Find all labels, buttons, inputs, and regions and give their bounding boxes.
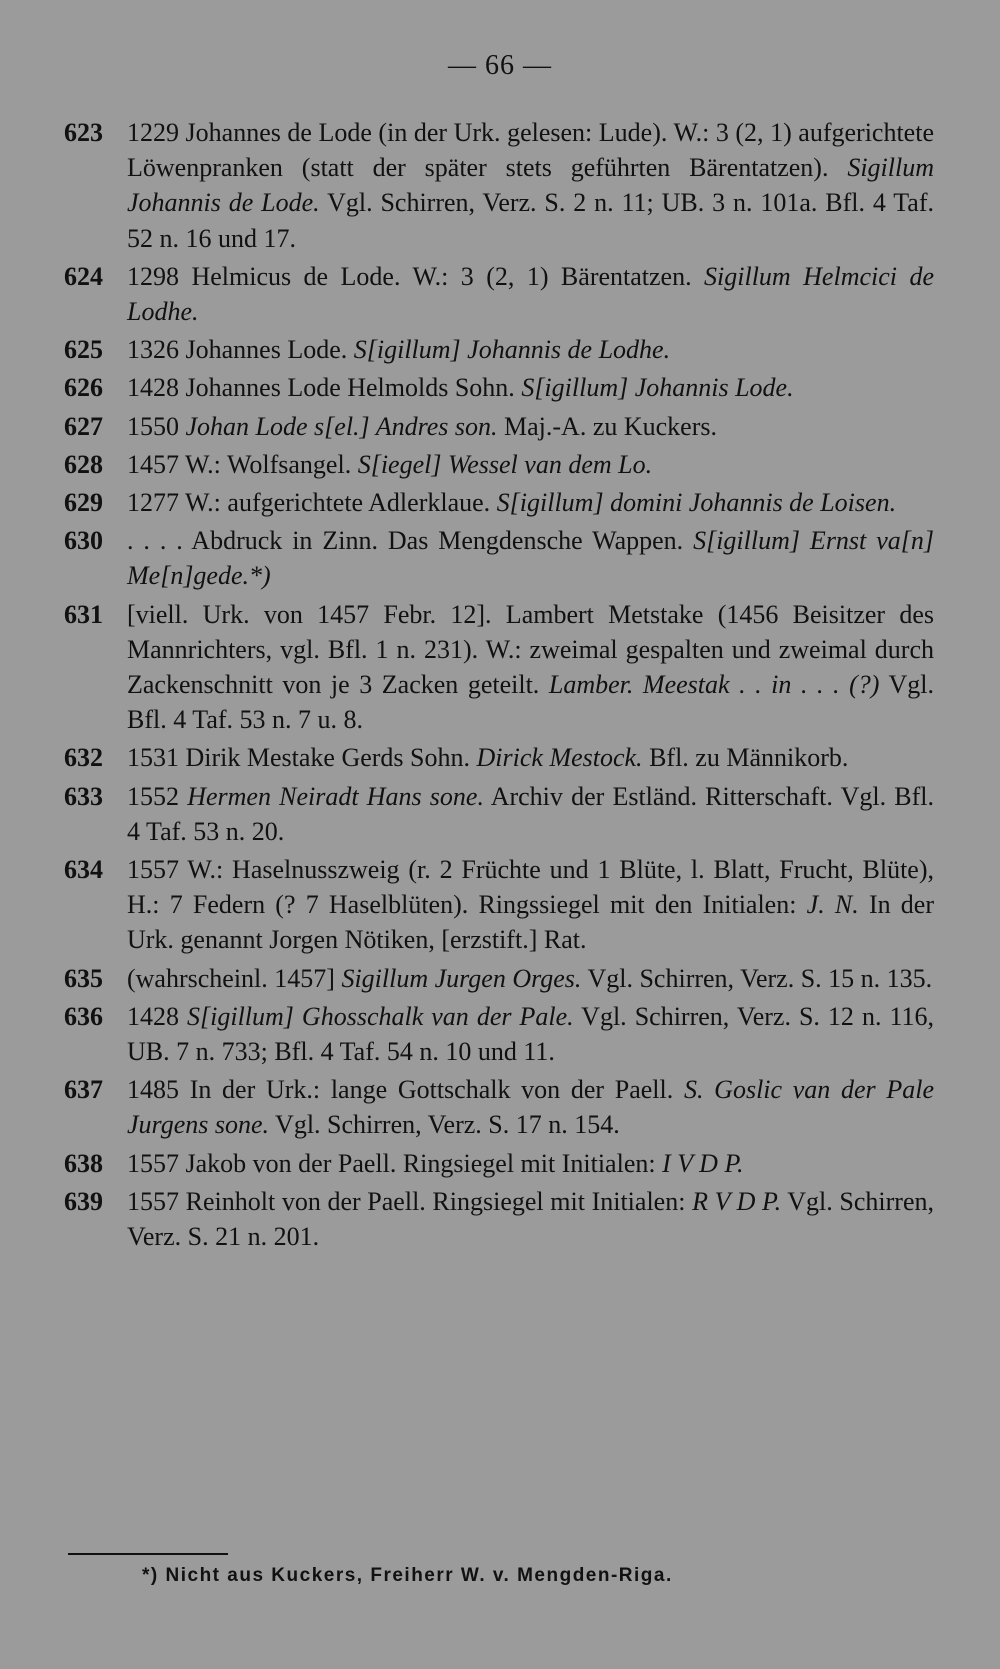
seal-inscription: I V D P.	[662, 1148, 744, 1178]
entry-text-segment: In der Urk. genannt Jorgen Nötiken, [erzstift.] Rat.	[127, 890, 935, 955]
list-item	[64, 259, 934, 329]
entry-text	[127, 488, 896, 517]
entry-text-segment: 1457 W.: Wolfsangel.	[127, 449, 358, 479]
entry-text-segment: Vgl. Bfl. 4 Taf. 53 n. 7 u. 8.	[127, 670, 934, 735]
entry-number: 626	[64, 373, 103, 403]
entry-number: 633	[64, 781, 103, 811]
list-item	[64, 740, 934, 775]
entry-text	[127, 1075, 934, 1139]
entry-text	[127, 964, 932, 993]
list-item	[64, 852, 934, 958]
entry-text-segment: 1229 Johannes de Lode (in der Urk. gelesen: Lude). W.: 3 (2, 1) aufgerichtete Löwenpranken (statt der später stets geführten Bärentatzen).	[127, 118, 934, 183]
entry-text-segment: 1550	[127, 411, 186, 441]
seal-inscription: S[igillum] Johannis Lode.	[521, 373, 794, 403]
entry-text-segment: 1557 Reinholt von der Paell. Ringsiegel mit Initialen:	[127, 1186, 693, 1216]
entry-text-segment: Vgl. Schirren, Verz. S. 17 n. 154.	[269, 1110, 620, 1140]
seal-inscription: S[igillum] Ernst va[n] Me[n]gede.*)	[127, 526, 934, 591]
entry-text-segment: 1428 Johannes Lode Helmolds Sohn.	[127, 373, 522, 403]
footnote-divider	[68, 1553, 228, 1555]
entry-text-segment: 1326 Johannes Lode.	[127, 335, 354, 365]
entry-text-segment: 1531 Dirik Mestake Gerds Sohn.	[127, 743, 477, 773]
entry-text-segment: Bfl. zu Männikorb.	[642, 743, 849, 773]
seal-inscription: Dirick Mestock.	[476, 743, 643, 773]
entry-text	[127, 335, 670, 364]
seal-inscription: J. N.	[806, 890, 859, 920]
entry-text	[127, 262, 934, 326]
entry-text	[127, 743, 848, 772]
entry-text-segment: 1428	[127, 1001, 188, 1031]
entry-text	[127, 526, 934, 590]
footnote: *) Nicht aus Kuckers, Freiherr W. v. Mengden-Riga.	[142, 1565, 673, 1586]
entry-number: 638	[64, 1148, 103, 1178]
entry-text	[127, 450, 652, 479]
entry-number: 624	[64, 261, 103, 291]
seal-inscription: S[igillum] Ghosschalk van der Pale.	[187, 1001, 574, 1031]
entry-number: 629	[64, 488, 103, 518]
seal-inscription: Sigillum Jurgen Orges.	[341, 963, 582, 993]
page-number: — 66 —	[448, 50, 552, 81]
entry-text	[127, 600, 934, 735]
seal-inscription: Sigillum Helmcici de Lodhe.	[127, 261, 934, 327]
seal-inscription: S[igillum] Johannis de Lodhe.	[353, 335, 671, 365]
entry-text-segment: (wahrscheinl. 1457]	[127, 963, 342, 993]
seal-inscription: R V D P.	[692, 1186, 782, 1216]
entry-number: 631	[64, 599, 103, 629]
entry-text-segment: 1277 W.: aufgerichtete Adlerklaue.	[127, 488, 497, 518]
entry-list	[64, 115, 934, 1257]
entry-number: 639	[64, 1186, 103, 1216]
entry-number: 632	[64, 743, 103, 773]
list-item	[64, 332, 934, 367]
list-item	[64, 999, 934, 1069]
list-item	[64, 447, 934, 482]
entry-text	[127, 1002, 934, 1066]
entry-number: 627	[64, 411, 103, 441]
entry-text	[127, 373, 794, 402]
entry-text	[127, 782, 934, 846]
entry-number: 637	[64, 1075, 103, 1105]
entry-text-segment: 1552	[127, 781, 188, 811]
entry-number: 630	[64, 526, 103, 556]
list-item	[64, 409, 934, 444]
list-item	[64, 1146, 934, 1181]
entry-text-segment: . . . . Abdruck in Zinn. Das Mengdensche Wappen.	[127, 526, 694, 556]
entry-text	[127, 118, 934, 253]
list-item	[64, 370, 934, 405]
seal-inscription: Hermen Neiradt Hans sone.	[187, 781, 484, 811]
list-item	[64, 597, 934, 738]
seal-inscription: Lamber. Meestak . . in . . . (?)	[548, 670, 880, 700]
entry-text	[127, 855, 934, 954]
list-item	[64, 523, 934, 593]
entry-text	[127, 1187, 934, 1251]
seal-inscription: Johan Lode s[el.] Andres son.	[185, 411, 498, 441]
entry-text-segment: Vgl. Schirren, Verz. S. 15 n. 135.	[581, 963, 933, 993]
seal-inscription: S[iegel] Wessel van dem Lo.	[357, 449, 653, 479]
seal-inscription: S. Goslic van der Pale Jurgens sone.	[127, 1075, 934, 1140]
entry-text-segment: [viell. Urk. von 1457 Febr. 12]. Lambert Metstake (1456 Beisitzer des Mannrichters, vgl. Bfl. 1 n. 231). W.: zweimal gespalten und zweimal durch Zackenschnitt von je 3 Zacken geteilt.	[127, 599, 934, 700]
entry-number: 635	[64, 963, 103, 993]
entry-text-segment: Vgl. Schirren, Verz. S. 2 n. 11; UB. 3 n. 101a. Bfl. 4 Taf. 52 n. 16 und 17.	[127, 188, 935, 253]
seal-inscription: S[igillum] domini Johannis de Loisen.	[496, 488, 897, 518]
list-item	[64, 1184, 934, 1254]
entry-text-segment: Vgl. Schirren, Verz. S. 12 n. 116, UB. 7 n. 733; Bfl. 4 Taf. 54 n. 10 und 11.	[127, 1001, 934, 1067]
entry-number: 623	[64, 118, 103, 147]
entry-number: 636	[64, 1001, 103, 1031]
entry-text	[127, 1149, 743, 1178]
entry-text-segment: 1557 Jakob von der Paell. Ringsiegel mit Initialen:	[127, 1148, 663, 1178]
entry-text-segment: Maj.-A. zu Kuckers.	[497, 411, 717, 441]
entry-text-segment: 1557 W.: Haselnusszweig (r. 2 Früchte und 1 Blüte, l. Blatt, Frucht, Blüte), H.: 7 Federn (? 7 Haselblüten). Ringssiegel mit den Initialen:	[127, 855, 934, 920]
entry-text-segment: 1298 Helmicus de Lode. W.: 3 (2, 1) Bärentatzen.	[127, 261, 705, 291]
seal-inscription: Sigillum Johannis de Lode.	[127, 153, 934, 218]
entry-number: 628	[64, 449, 103, 479]
entry-text	[127, 412, 717, 441]
list-item	[64, 961, 934, 996]
list-item	[64, 1072, 934, 1142]
entry-number: 625	[64, 335, 103, 365]
entry-text-segment: Vgl. Schirren, Verz. S. 21 n. 201.	[127, 1186, 934, 1252]
list-item	[64, 485, 934, 520]
entry-text-segment: 1485 In der Urk.: lange Gottschalk von der Paell.	[127, 1075, 684, 1105]
list-item	[64, 779, 934, 849]
entry-number: 634	[64, 855, 103, 885]
entry-text-segment: Archiv der Estländ. Ritterschaft. Vgl. Bfl. 4 Taf. 53 n. 20.	[127, 781, 935, 846]
list-item	[64, 115, 934, 256]
